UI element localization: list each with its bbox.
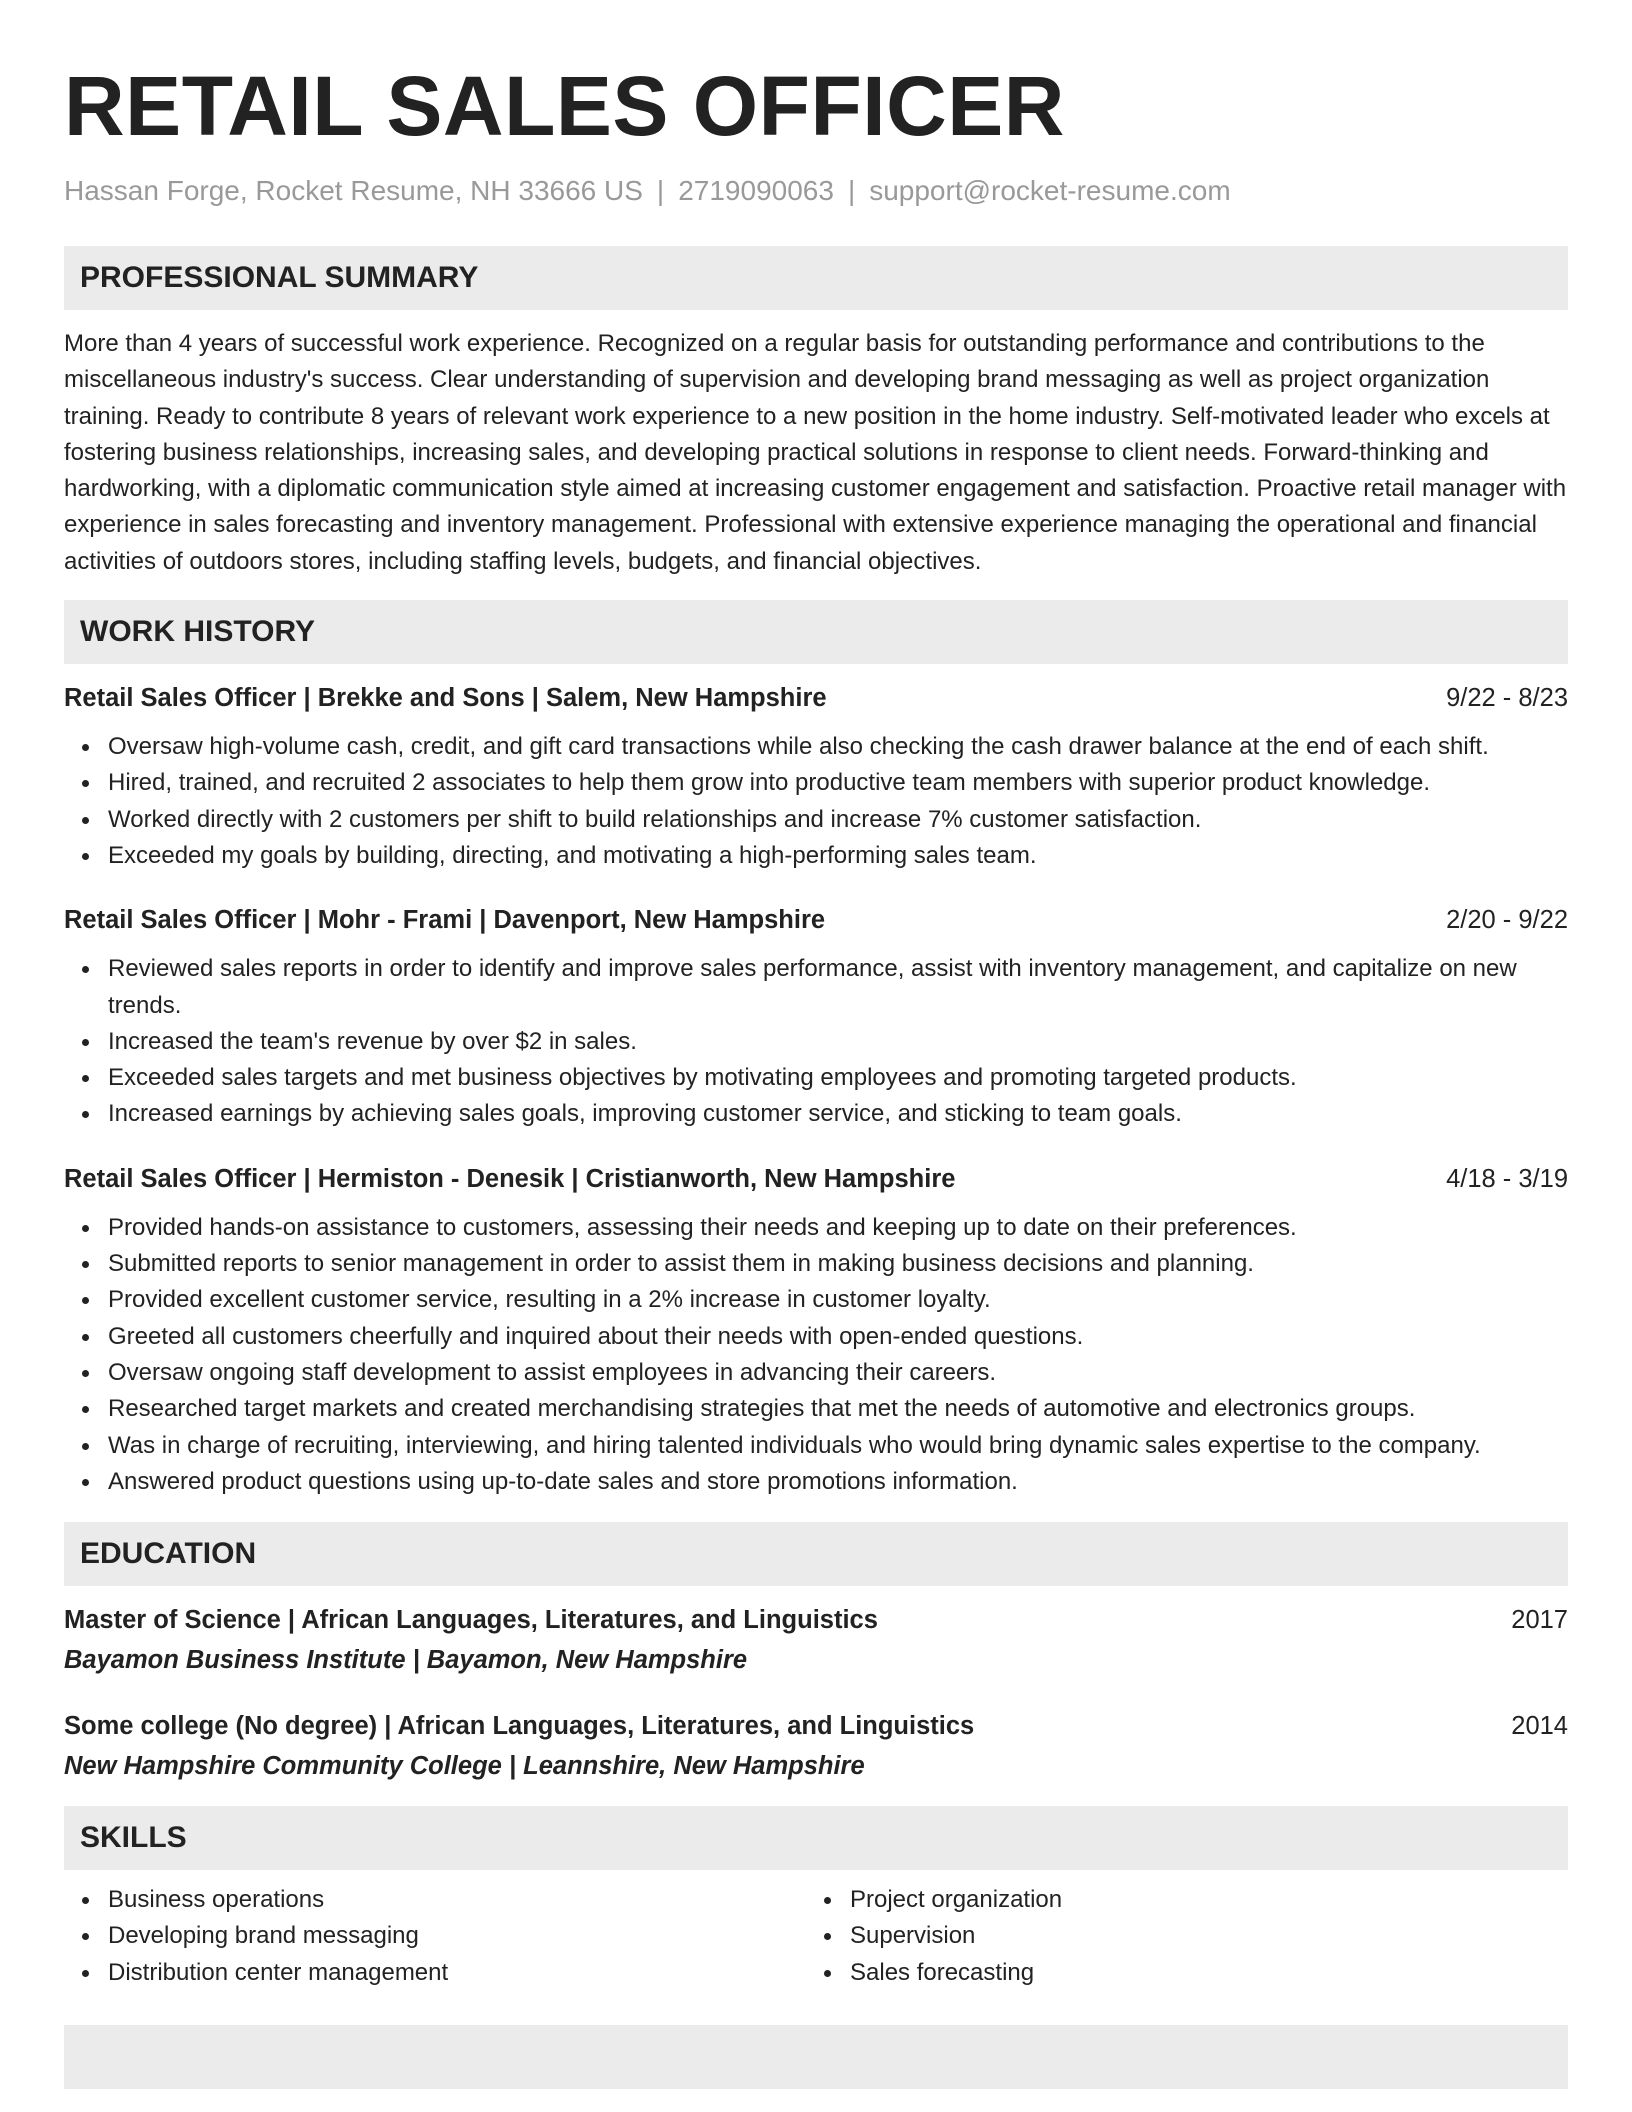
- contact-address: Hassan Forge, Rocket Resume, NH 33666 US: [64, 175, 643, 206]
- education-year: 2017: [1511, 1606, 1568, 1635]
- education-heading: EDUCATION: [64, 1522, 1568, 1586]
- job-entry: [64, 902, 1568, 1132]
- job-bullet: Submitted reports to senior management in order to assist them in making business decisions and planning.: [108, 1246, 1568, 1282]
- contact-email: support@rocket-resume.com: [869, 175, 1231, 206]
- skill-item: Distribution center management: [108, 1955, 806, 1991]
- job-bullet: Oversaw ongoing staff development to assist employees in advancing their careers.: [108, 1355, 1568, 1391]
- job-title: Retail Sales Officer | Mohr - Frami | Davenport, New Hampshire: [64, 906, 826, 935]
- job-header: [64, 902, 1568, 938]
- job-bullet: Researched target markets and created merchandising strategies that met the needs of automotive and electronics groups.: [108, 1391, 1568, 1427]
- skills-heading: SKILLS: [64, 1806, 1568, 1870]
- skills-column-left: [64, 1882, 806, 1991]
- job-bullet: Hired, trained, and recruited 2 associates to help them grow into productive team members with superior product knowledge.: [108, 765, 1568, 801]
- skills-list-right: [806, 1882, 1506, 1991]
- job-entry: [64, 1161, 1568, 1500]
- skills-column-right: [806, 1882, 1506, 1991]
- education-year: 2014: [1511, 1712, 1568, 1741]
- job-bullets: [64, 951, 1568, 1132]
- education-degree: Some college (No degree) | African Languages, Literatures, and Linguistics: [64, 1712, 975, 1741]
- resume-title: RETAIL SALES OFFICER: [64, 59, 1065, 153]
- job-bullet: Greeted all customers cheerfully and inquired about their needs with open-ended questions.: [108, 1319, 1568, 1355]
- education-header: [64, 1708, 1568, 1744]
- skill-item: Developing brand messaging: [108, 1918, 806, 1954]
- work-history-heading: WORK HISTORY: [64, 600, 1568, 664]
- job-dates: 4/18 - 3/19: [1446, 1164, 1568, 1193]
- education-header: [64, 1602, 1568, 1638]
- skill-item: Project organization: [850, 1882, 1506, 1918]
- next-section-band: [64, 2025, 1568, 2089]
- job-bullets: [64, 729, 1568, 874]
- job-dates: 9/22 - 8/23: [1446, 684, 1568, 713]
- education-entry: [64, 1602, 1568, 1678]
- summary-heading: PROFESSIONAL SUMMARY: [64, 246, 1568, 310]
- job-bullet: Worked directly with 2 customers per shift to build relationships and increase 7% customer satisfaction.: [108, 802, 1568, 838]
- skill-item: Business operations: [108, 1882, 806, 1918]
- job-header: [64, 680, 1568, 716]
- contact-line: [64, 174, 1568, 208]
- skills-columns: [64, 1882, 1568, 1991]
- job-bullet: Exceeded sales targets and met business objectives by motivating employees and promoting targeted products.: [108, 1060, 1568, 1096]
- education-entry: [64, 1708, 1568, 1784]
- job-bullet: Increased earnings by achieving sales goals, improving customer service, and sticking to team goals.: [108, 1096, 1568, 1132]
- job-title: Retail Sales Officer | Hermiston - Denesik | Cristianworth, New Hampshire: [64, 1164, 956, 1193]
- job-bullet: Reviewed sales reports in order to identify and improve sales performance, assist with inventory management, and capitalize on new trends.: [108, 951, 1568, 1024]
- job-dates: 2/20 - 9/22: [1446, 906, 1568, 935]
- skill-item: Supervision: [850, 1918, 1506, 1954]
- skill-item: Sales forecasting: [850, 1955, 1506, 1991]
- job-title: Retail Sales Officer | Brekke and Sons | Salem, New Hampshire: [64, 684, 827, 713]
- job-bullet: Answered product questions using up-to-date sales and store promotions information.: [108, 1464, 1568, 1500]
- job-bullet: Provided hands-on assistance to customers, assessing their needs and keeping up to date on their preferences.: [108, 1210, 1568, 1246]
- job-bullets: [64, 1210, 1568, 1500]
- education-school: Bayamon Business Institute | Bayamon, New Hampshire: [64, 1646, 748, 1675]
- education-school: New Hampshire Community College | Leannshire, New Hampshire: [64, 1752, 865, 1781]
- job-header: [64, 1161, 1568, 1197]
- education-degree: Master of Science | African Languages, Literatures, and Linguistics: [64, 1606, 878, 1635]
- job-bullet: Was in charge of recruiting, interviewing, and hiring talented individuals who would bring dynamic sales expertise to the company.: [108, 1428, 1568, 1464]
- job-bullet: Oversaw high-volume cash, credit, and gift card transactions while also checking the cash drawer balance at the end of each shift.: [108, 729, 1568, 765]
- summary-text: More than 4 years of successful work experience. Recognized on a regular basis for outstanding performance and contributions to the miscellaneous industry's success. Clear understanding of supervision and developing brand messaging as well as project organization training. Ready to contribute 8 years of relevant work experience to a new position in the home industry. Self-motivated leader who excels at fostering business relationships, increasing sales, and developing practical solutions in response to client needs. Forward-thinking and hardworking, with a diplomatic communication style aimed at increasing customer engagement and satisfaction. Proactive retail manager with experience in sales forecasting and inventory management. Professional with extensive experience managing the operational and financial activities of outdoors stores, including staffing levels, budgets, and financial objectives.: [64, 330, 1567, 575]
- job-bullet: Provided excellent customer service, resulting in a 2% increase in customer loyalty.: [108, 1282, 1568, 1318]
- job-bullet: Increased the team's revenue by over $2 in sales.: [108, 1024, 1568, 1060]
- skills-list-left: [64, 1882, 806, 1991]
- job-bullet: Exceeded my goals by building, directing, and motivating a high-performing sales team.: [108, 838, 1568, 874]
- contact-separator: |: [656, 175, 665, 206]
- contact-separator: |: [847, 175, 856, 206]
- contact-phone: 2719090063: [678, 175, 834, 206]
- job-entry: [64, 680, 1568, 874]
